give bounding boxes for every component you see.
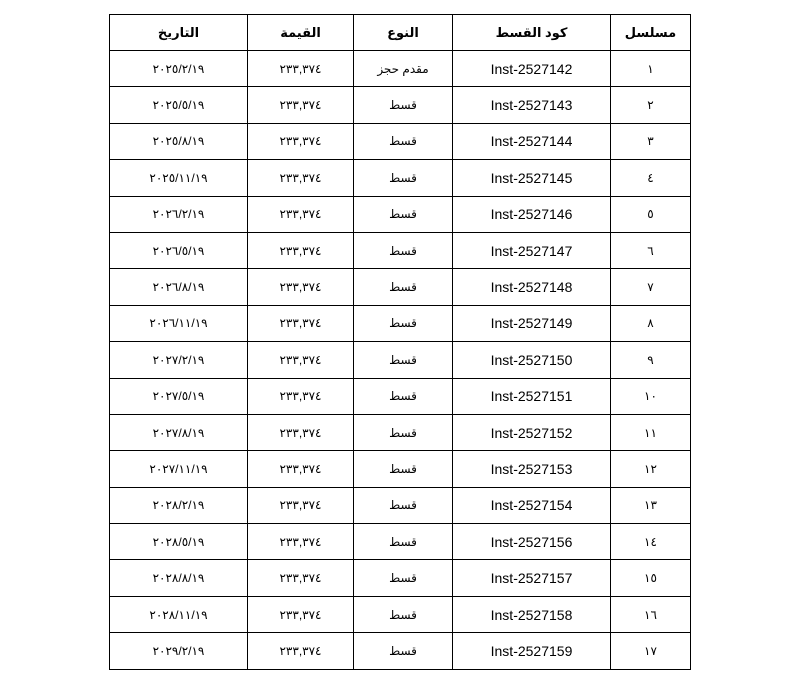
- table-row: [110, 524, 691, 560]
- cell-code: Inst-2527143: [453, 87, 611, 123]
- table-row: [110, 633, 691, 669]
- cell-serial: ١٦: [611, 596, 691, 632]
- cell-code: Inst-2527148: [453, 269, 611, 305]
- cell-date: ٢٠٢٧/٨/١٩: [110, 414, 248, 450]
- cell-serial: ١١: [611, 414, 691, 450]
- cell-serial: ٢: [611, 87, 691, 123]
- table-row: [110, 342, 691, 378]
- cell-type: قسط: [354, 378, 453, 414]
- table-row: [110, 87, 691, 123]
- table-row: [110, 596, 691, 632]
- cell-serial: ٥: [611, 196, 691, 232]
- cell-serial: ٩: [611, 342, 691, 378]
- cell-serial: ٨: [611, 305, 691, 341]
- cell-code: Inst-2527157: [453, 560, 611, 596]
- cell-value: ٢٣٣,٣٧٤: [248, 378, 354, 414]
- cell-value: ٢٣٣,٣٧٤: [248, 524, 354, 560]
- cell-value: ٢٣٣,٣٧٤: [248, 196, 354, 232]
- cell-type: قسط: [354, 451, 453, 487]
- cell-date: ٢٠٢٨/٥/١٩: [110, 524, 248, 560]
- cell-type: قسط: [354, 305, 453, 341]
- cell-value: ٢٣٣,٣٧٤: [248, 232, 354, 268]
- cell-code: Inst-2527150: [453, 342, 611, 378]
- cell-date: ٢٠٢٦/٨/١٩: [110, 269, 248, 305]
- cell-value: ٢٣٣,٣٧٤: [248, 87, 354, 123]
- cell-value: ٢٣٣,٣٧٤: [248, 305, 354, 341]
- cell-serial: ٧: [611, 269, 691, 305]
- cell-type: قسط: [354, 633, 453, 669]
- cell-code: Inst-2527159: [453, 633, 611, 669]
- cell-code: Inst-2527144: [453, 123, 611, 159]
- cell-type: قسط: [354, 160, 453, 196]
- cell-type: قسط: [354, 196, 453, 232]
- cell-serial: ٤: [611, 160, 691, 196]
- cell-value: ٢٣٣,٣٧٤: [248, 123, 354, 159]
- cell-code: Inst-2527153: [453, 451, 611, 487]
- cell-type: قسط: [354, 269, 453, 305]
- cell-date: ٢٠٢٥/١١/١٩: [110, 160, 248, 196]
- cell-serial: ١٤: [611, 524, 691, 560]
- cell-date: ٢٠٢٦/١١/١٩: [110, 305, 248, 341]
- cell-type: قسط: [354, 414, 453, 450]
- header-value: القيمة: [248, 15, 354, 51]
- cell-serial: ١: [611, 51, 691, 87]
- cell-date: ٢٠٢٥/٢/١٩: [110, 51, 248, 87]
- table-row: [110, 196, 691, 232]
- cell-date: ٢٠٢٧/٥/١٩: [110, 378, 248, 414]
- table-row: [110, 232, 691, 268]
- table-row: [110, 414, 691, 450]
- cell-code: Inst-2527149: [453, 305, 611, 341]
- installments-table: [109, 14, 691, 670]
- cell-date: ٢٠٢٨/٢/١٩: [110, 487, 248, 523]
- cell-date: ٢٠٢٩/٢/١٩: [110, 633, 248, 669]
- cell-type: مقدم حجز: [354, 51, 453, 87]
- cell-code: Inst-2527154: [453, 487, 611, 523]
- cell-date: ٢٠٢٥/٥/١٩: [110, 87, 248, 123]
- cell-value: ٢٣٣,٣٧٤: [248, 596, 354, 632]
- header-type: النوع: [354, 15, 453, 51]
- cell-code: Inst-2527156: [453, 524, 611, 560]
- cell-type: قسط: [354, 87, 453, 123]
- header-date: التاريخ: [110, 15, 248, 51]
- cell-code: Inst-2527145: [453, 160, 611, 196]
- table-row: [110, 451, 691, 487]
- table-row: [110, 487, 691, 523]
- header-serial: مسلسل: [611, 15, 691, 51]
- cell-date: ٢٠٢٧/١١/١٩: [110, 451, 248, 487]
- cell-code: Inst-2527158: [453, 596, 611, 632]
- cell-serial: ٦: [611, 232, 691, 268]
- table-row: [110, 51, 691, 87]
- cell-type: قسط: [354, 596, 453, 632]
- cell-value: ٢٣٣,٣٧٤: [248, 633, 354, 669]
- cell-serial: ١٣: [611, 487, 691, 523]
- cell-value: ٢٣٣,٣٧٤: [248, 414, 354, 450]
- table-header: [110, 15, 691, 51]
- cell-serial: ١٥: [611, 560, 691, 596]
- cell-value: ٢٣٣,٣٧٤: [248, 342, 354, 378]
- cell-value: ٢٣٣,٣٧٤: [248, 160, 354, 196]
- cell-type: قسط: [354, 524, 453, 560]
- cell-date: ٢٠٢٨/١١/١٩: [110, 596, 248, 632]
- cell-serial: ٣: [611, 123, 691, 159]
- cell-type: قسط: [354, 123, 453, 159]
- cell-code: Inst-2527146: [453, 196, 611, 232]
- cell-type: قسط: [354, 560, 453, 596]
- cell-value: ٢٣٣,٣٧٤: [248, 269, 354, 305]
- cell-value: ٢٣٣,٣٧٤: [248, 560, 354, 596]
- cell-value: ٢٣٣,٣٧٤: [248, 51, 354, 87]
- cell-serial: ١٧: [611, 633, 691, 669]
- cell-date: ٢٠٢٦/٢/١٩: [110, 196, 248, 232]
- header-row: [110, 15, 691, 51]
- table-row: [110, 269, 691, 305]
- table-row: [110, 378, 691, 414]
- cell-type: قسط: [354, 232, 453, 268]
- cell-value: ٢٣٣,٣٧٤: [248, 451, 354, 487]
- table-row: [110, 305, 691, 341]
- cell-value: ٢٣٣,٣٧٤: [248, 487, 354, 523]
- cell-type: قسط: [354, 342, 453, 378]
- table-body: [110, 51, 691, 670]
- cell-date: ٢٠٢٧/٢/١٩: [110, 342, 248, 378]
- cell-code: Inst-2527151: [453, 378, 611, 414]
- table-row: [110, 560, 691, 596]
- cell-date: ٢٠٢٦/٥/١٩: [110, 232, 248, 268]
- cell-code: Inst-2527142: [453, 51, 611, 87]
- table-row: [110, 160, 691, 196]
- cell-date: ٢٠٢٨/٨/١٩: [110, 560, 248, 596]
- header-code: كود القسط: [453, 15, 611, 51]
- cell-date: ٢٠٢٥/٨/١٩: [110, 123, 248, 159]
- cell-type: قسط: [354, 487, 453, 523]
- cell-code: Inst-2527152: [453, 414, 611, 450]
- cell-serial: ١٢: [611, 451, 691, 487]
- cell-serial: ١٠: [611, 378, 691, 414]
- table-row: [110, 123, 691, 159]
- cell-code: Inst-2527147: [453, 232, 611, 268]
